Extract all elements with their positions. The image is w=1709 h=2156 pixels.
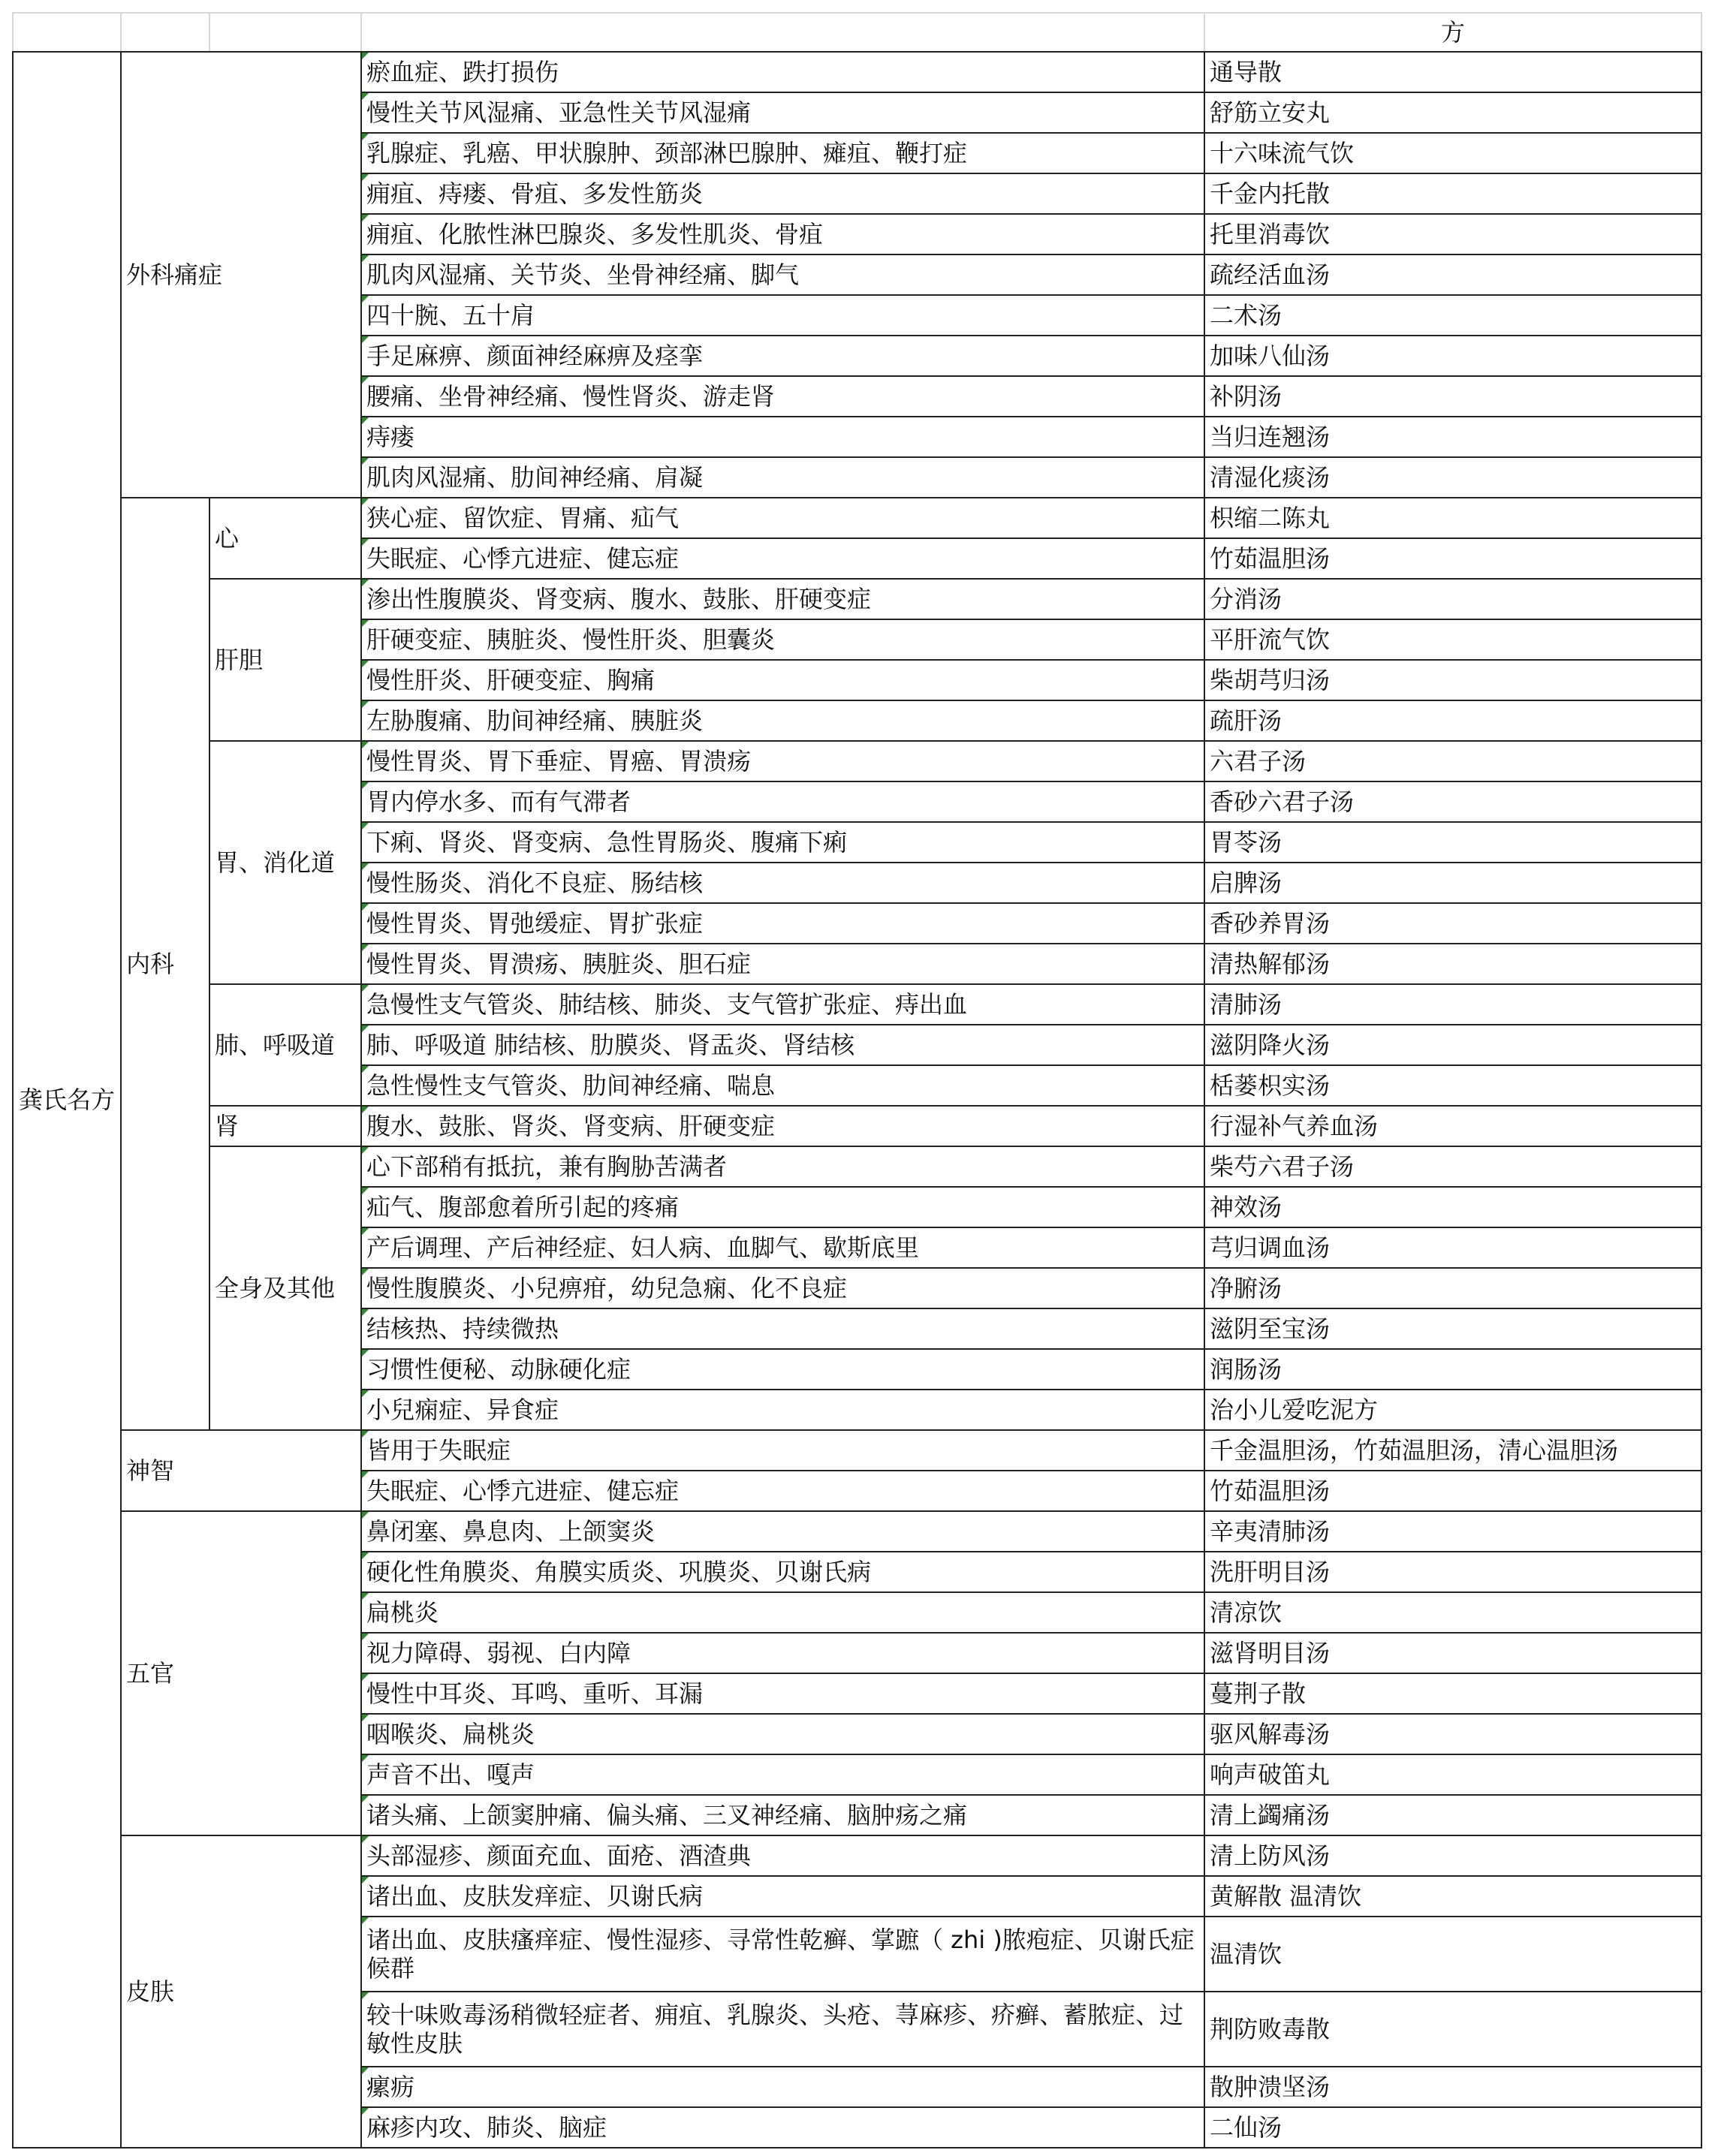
condition-cell: 肝硬变症、胰脏炎、慢性肝炎、胆囊炎 [361,619,1204,660]
condition-cell: 头部湿疹、颜面充血、面疮、酒渣典 [361,1835,1204,1876]
formula-cell: 胃苓汤 [1204,822,1701,863]
table-row [13,52,1701,92]
condition-cell: 肺、呼吸道 肺结核、肋膜炎、肾盂炎、肾结核 [361,1025,1204,1065]
condition-cell: 痈疽、化脓性淋巴腺炎、多发性肌炎、骨疽 [361,214,1204,254]
formula-cell: 润肠汤 [1204,1349,1701,1390]
formula-cell: 清上防风汤 [1204,1835,1701,1876]
formula-cell: 加味八仙汤 [1204,336,1701,376]
formula-cell: 洗肝明目汤 [1204,1552,1701,1592]
header-cell-empty [209,13,361,52]
condition-cell: 渗出性腹膜炎、肾变病、腹水、鼓胀、肝硬变症 [361,579,1204,619]
formula-cell: 通导散 [1204,52,1701,92]
formula-cell: 治小儿爱吃泥方 [1204,1390,1701,1430]
formula-cell: 香砂六君子汤 [1204,781,1701,822]
condition-cell: 腹水、鼓胀、肾炎、肾变病、肝硬变症 [361,1106,1204,1146]
condition-cell: 手足麻痹、颜面神经麻痹及痉挛 [361,336,1204,376]
header-cell-empty [121,13,209,52]
condition-cell: 慢性胃炎、胃弛缓症、胃扩张症 [361,903,1204,944]
formula-cell: 清肺汤 [1204,984,1701,1025]
category-cell: 外科痛症 [121,52,361,498]
formula-cell: 神效汤 [1204,1187,1701,1227]
condition-cell: 失眠症、心悸亢进症、健忘症 [361,538,1204,579]
condition-cell: 咽喉炎、扁桃炎 [361,1714,1204,1754]
condition-cell: 声音不出、嘎声 [361,1754,1204,1795]
condition-cell: 瘰疬 [361,2067,1204,2107]
condition-cell: 较十味败毒汤稍微轻症者、痈疽、乳腺炎、头疮、荨麻疹、疥癣、蓄脓症、过敏性皮肤 [361,1992,1204,2067]
table-row [13,1106,1701,1146]
formula-cell: 荆防败毒散 [1204,1992,1701,2067]
table-row [13,741,1701,781]
formula-cell: 竹茹温胆汤 [1204,538,1701,579]
condition-cell: 急慢性支气管炎、肺结核、肺炎、支气管扩张症、痔出血 [361,984,1204,1025]
formula-cell: 黄解散 温清饮 [1204,1876,1701,1917]
condition-cell: 疝气、腹部愈着所引起的疼痛 [361,1187,1204,1227]
formula-cell: 千金内托散 [1204,173,1701,214]
subcategory-cell: 胃、消化道 [209,741,361,984]
header-cell-empty [13,13,121,52]
formula-cell: 千金温胆汤，竹茹温胆汤，清心温胆汤 [1204,1430,1701,1471]
condition-cell: 乳腺症、乳癌、甲状腺肿、颈部淋巴腺肿、瘫疽、鞭打症 [361,133,1204,173]
formula-cell: 清上蠲痛汤 [1204,1795,1701,1835]
condition-cell: 诸头痛、上颌窦肿痛、偏头痛、三叉神经痛、脑肿疡之痛 [361,1795,1204,1835]
formula-cell: 二术汤 [1204,295,1701,336]
condition-cell: 视力障碍、弱视、白内障 [361,1633,1204,1673]
formula-cell: 辛夷清肺汤 [1204,1511,1701,1552]
formula-cell: 当归连翘汤 [1204,417,1701,457]
condition-cell: 产后调理、产后神经症、妇人病、血脚气、歇斯底里 [361,1227,1204,1268]
condition-cell: 失眠症、心悸亢进症、健忘症 [361,1471,1204,1511]
condition-cell: 腰痛、坐骨神经痛、慢性肾炎、游走肾 [361,376,1204,417]
category-cell: 五官 [121,1511,361,1835]
condition-cell: 鼻闭塞、鼻息肉、上颌窦炎 [361,1511,1204,1552]
formula-cell: 启脾汤 [1204,863,1701,903]
formula-cell: 芎归调血汤 [1204,1227,1701,1268]
condition-cell: 结核热、持续微热 [361,1308,1204,1349]
category-cell: 皮肤 [121,1835,361,2148]
formula-cell: 滋肾明目汤 [1204,1633,1701,1673]
formula-cell: 六君子汤 [1204,741,1701,781]
subcategory-cell: 肺、呼吸道 [209,984,361,1106]
formula-cell: 清湿化痰汤 [1204,457,1701,498]
formula-cell: 滋阴降火汤 [1204,1025,1701,1065]
formula-cell: 分消汤 [1204,579,1701,619]
root-label: 龚氏名方 [13,52,121,2148]
formula-cell: 疏肝汤 [1204,700,1701,741]
formula-cell: 舒筋立安丸 [1204,92,1701,133]
formula-cell: 补阴汤 [1204,376,1701,417]
table-row [13,984,1701,1025]
table-row [13,1146,1701,1187]
formula-cell: 十六味流气饮 [1204,133,1701,173]
subcategory-cell: 心 [209,498,361,579]
formula-table [12,12,1702,2148]
condition-cell: 痈疽、痔瘘、骨疽、多发性筋炎 [361,173,1204,214]
table-row [13,1430,1701,1471]
formula-cell: 托里消毒饮 [1204,214,1701,254]
formula-cell: 枳缩二陈丸 [1204,498,1701,538]
condition-cell: 慢性关节风湿痛、亚急性关节风湿痛 [361,92,1204,133]
condition-cell: 慢性肝炎、肝硬变症、胸痛 [361,660,1204,700]
condition-cell: 左胁腹痛、肋间神经痛、胰脏炎 [361,700,1204,741]
subcategory-cell: 肾 [209,1106,361,1146]
subcategory-cell: 全身及其他 [209,1146,361,1430]
table-row [13,579,1701,619]
condition-cell: 习惯性便秘、动脉硬化症 [361,1349,1204,1390]
condition-cell: 皆用于失眠症 [361,1430,1204,1471]
formula-cell: 疏经活血汤 [1204,254,1701,295]
formula-cell: 平肝流气饮 [1204,619,1701,660]
category-cell: 内科 [121,498,209,1430]
condition-cell: 麻疹内攻、肺炎、脑症 [361,2107,1204,2148]
formula-cell: 竹茹温胆汤 [1204,1471,1701,1511]
condition-cell: 肌肉风湿痛、关节炎、坐骨神经痛、脚气 [361,254,1204,295]
condition-cell: 慢性腹膜炎、小兒痹疳，幼兒急痫、化不良症 [361,1268,1204,1308]
condition-cell: 诸出血、皮肤瘙痒症、慢性湿疹、寻常性乾癣、掌蹠（ zhi )脓疱症、贝谢氏症候群 [361,1917,1204,1992]
subcategory-cell: 肝胆 [209,579,361,741]
condition-cell: 肌肉风湿痛、肋间神经痛、肩凝 [361,457,1204,498]
condition-cell: 急性慢性支气管炎、肋间神经痛、喘息 [361,1065,1204,1106]
header-row [13,13,1701,52]
condition-cell: 慢性胃炎、胃下垂症、胃癌、胃溃疡 [361,741,1204,781]
formula-cell: 柴芍六君子汤 [1204,1146,1701,1187]
condition-cell: 心下部稍有抵抗，兼有胸胁苦满者 [361,1146,1204,1187]
condition-cell: 狭心症、留饮症、胃痛、疝气 [361,498,1204,538]
header-cell-empty [361,13,1204,52]
header-fang: 方 [1204,13,1701,52]
formula-cell: 柴胡芎归汤 [1204,660,1701,700]
condition-cell: 慢性胃炎、胃溃疡、胰脏炎、胆石症 [361,944,1204,984]
formula-cell: 二仙汤 [1204,2107,1701,2148]
formula-cell: 行湿补气养血汤 [1204,1106,1701,1146]
condition-cell: 小兒痫症、异食症 [361,1390,1204,1430]
formula-cell: 散肿溃坚汤 [1204,2067,1701,2107]
condition-cell: 痔瘘 [361,417,1204,457]
condition-cell: 胃内停水多、而有气滞者 [361,781,1204,822]
formula-cell: 清凉饮 [1204,1592,1701,1633]
condition-cell: 扁桃炎 [361,1592,1204,1633]
table-row [13,1835,1701,1876]
condition-cell: 慢性中耳炎、耳鸣、重听、耳漏 [361,1673,1204,1714]
formula-cell: 蔓荆子散 [1204,1673,1701,1714]
formula-cell: 驱风解毒汤 [1204,1714,1701,1754]
condition-cell: 慢性肠炎、消化不良症、肠结核 [361,863,1204,903]
formula-cell: 栝蒌枳实汤 [1204,1065,1701,1106]
formula-cell: 响声破笛丸 [1204,1754,1701,1795]
table-row [13,498,1701,538]
condition-cell: 瘀血症、跌打损伤 [361,52,1204,92]
condition-cell: 四十腕、五十肩 [361,295,1204,336]
category-cell: 神智 [121,1430,361,1511]
condition-cell: 硬化性角膜炎、角膜实质炎、巩膜炎、贝谢氏病 [361,1552,1204,1592]
condition-cell: 诸出血、皮肤发痒症、贝谢氏病 [361,1876,1204,1917]
table-row [13,1511,1701,1552]
formula-cell: 滋阴至宝汤 [1204,1308,1701,1349]
condition-cell: 下痢、肾炎、肾变病、急性胃肠炎、腹痛下痢 [361,822,1204,863]
formula-cell: 香砂养胃汤 [1204,903,1701,944]
formula-cell: 净腑汤 [1204,1268,1701,1308]
formula-cell: 温清饮 [1204,1917,1701,1992]
formula-cell: 清热解郁汤 [1204,944,1701,984]
